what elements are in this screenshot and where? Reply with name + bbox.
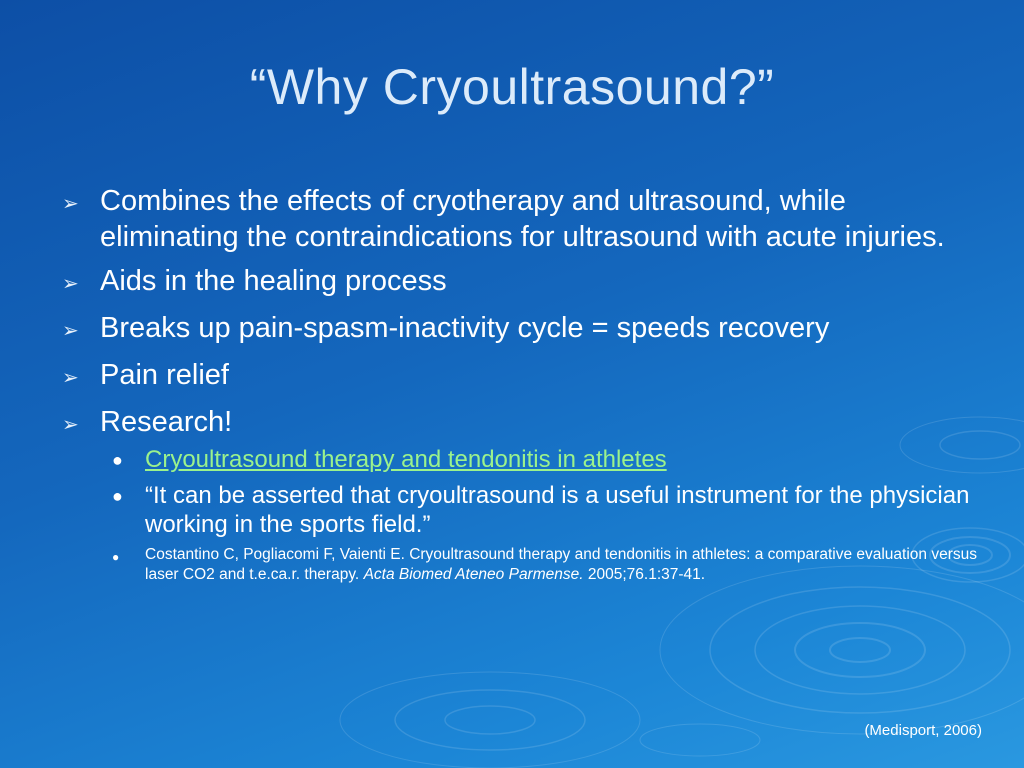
- bullet-item: [62, 357, 982, 396]
- bullet-text: Research!: [100, 406, 233, 438]
- bullet-text: Pain relief: [100, 359, 229, 391]
- sub-bullet-citation-item: [112, 545, 982, 585]
- slide-title: “Why Cryoultrasound?”: [249, 59, 775, 115]
- source-footer: (Medisport, 2006): [864, 722, 982, 739]
- citation: [145, 545, 982, 585]
- arrow-bullet-icon: ➢: [62, 193, 79, 215]
- dot-bullet-icon: ●: [112, 550, 120, 564]
- arrow-bullet-icon: ➢: [62, 320, 79, 342]
- dot-bullet-icon: ●: [112, 450, 123, 470]
- bullet-item: [62, 263, 982, 302]
- arrow-bullet-icon: ➢: [62, 414, 79, 436]
- bullet-text: Breaks up pain-spasm-inactivity cycle = speeds recovery: [100, 312, 830, 344]
- bullet-text: Aids in the healing process: [100, 265, 447, 297]
- dot-bullet-icon: ●: [112, 486, 123, 506]
- arrow-bullet-icon: ➢: [62, 273, 79, 295]
- bullet-item: [62, 404, 982, 443]
- bullet-item: [62, 183, 982, 255]
- citation-journal: Acta Biomed Ateneo Parmense.: [363, 566, 584, 583]
- citation-authors-title: Costantino C, Pogliacomi F, Vaienti E. Cryoultrasound therapy and tendonitis in athletes: a comparative evaluation versus laser CO2 and t.e.ca.r. therapy.: [145, 546, 977, 583]
- bullet-item: [62, 310, 982, 349]
- arrow-bullet-icon: ➢: [62, 367, 79, 389]
- sub-bullet-quote-item: [112, 481, 982, 539]
- citation-volume: 2005;76.1:37-41.: [587, 566, 706, 583]
- slide-content: [62, 183, 982, 591]
- research-link[interactable]: Cryoultrasound therapy and tendonitis in athletes: [145, 446, 667, 473]
- sub-bullet-link-item: [112, 445, 982, 475]
- bullet-text: Combines the effects of cryotherapy and ultrasound, while eliminating the contraindications for ultrasound with acute injuries.: [100, 185, 945, 253]
- research-quote: “It can be asserted that cryoultrasound is a useful instrument for the physician working in the sports field.”: [145, 482, 970, 538]
